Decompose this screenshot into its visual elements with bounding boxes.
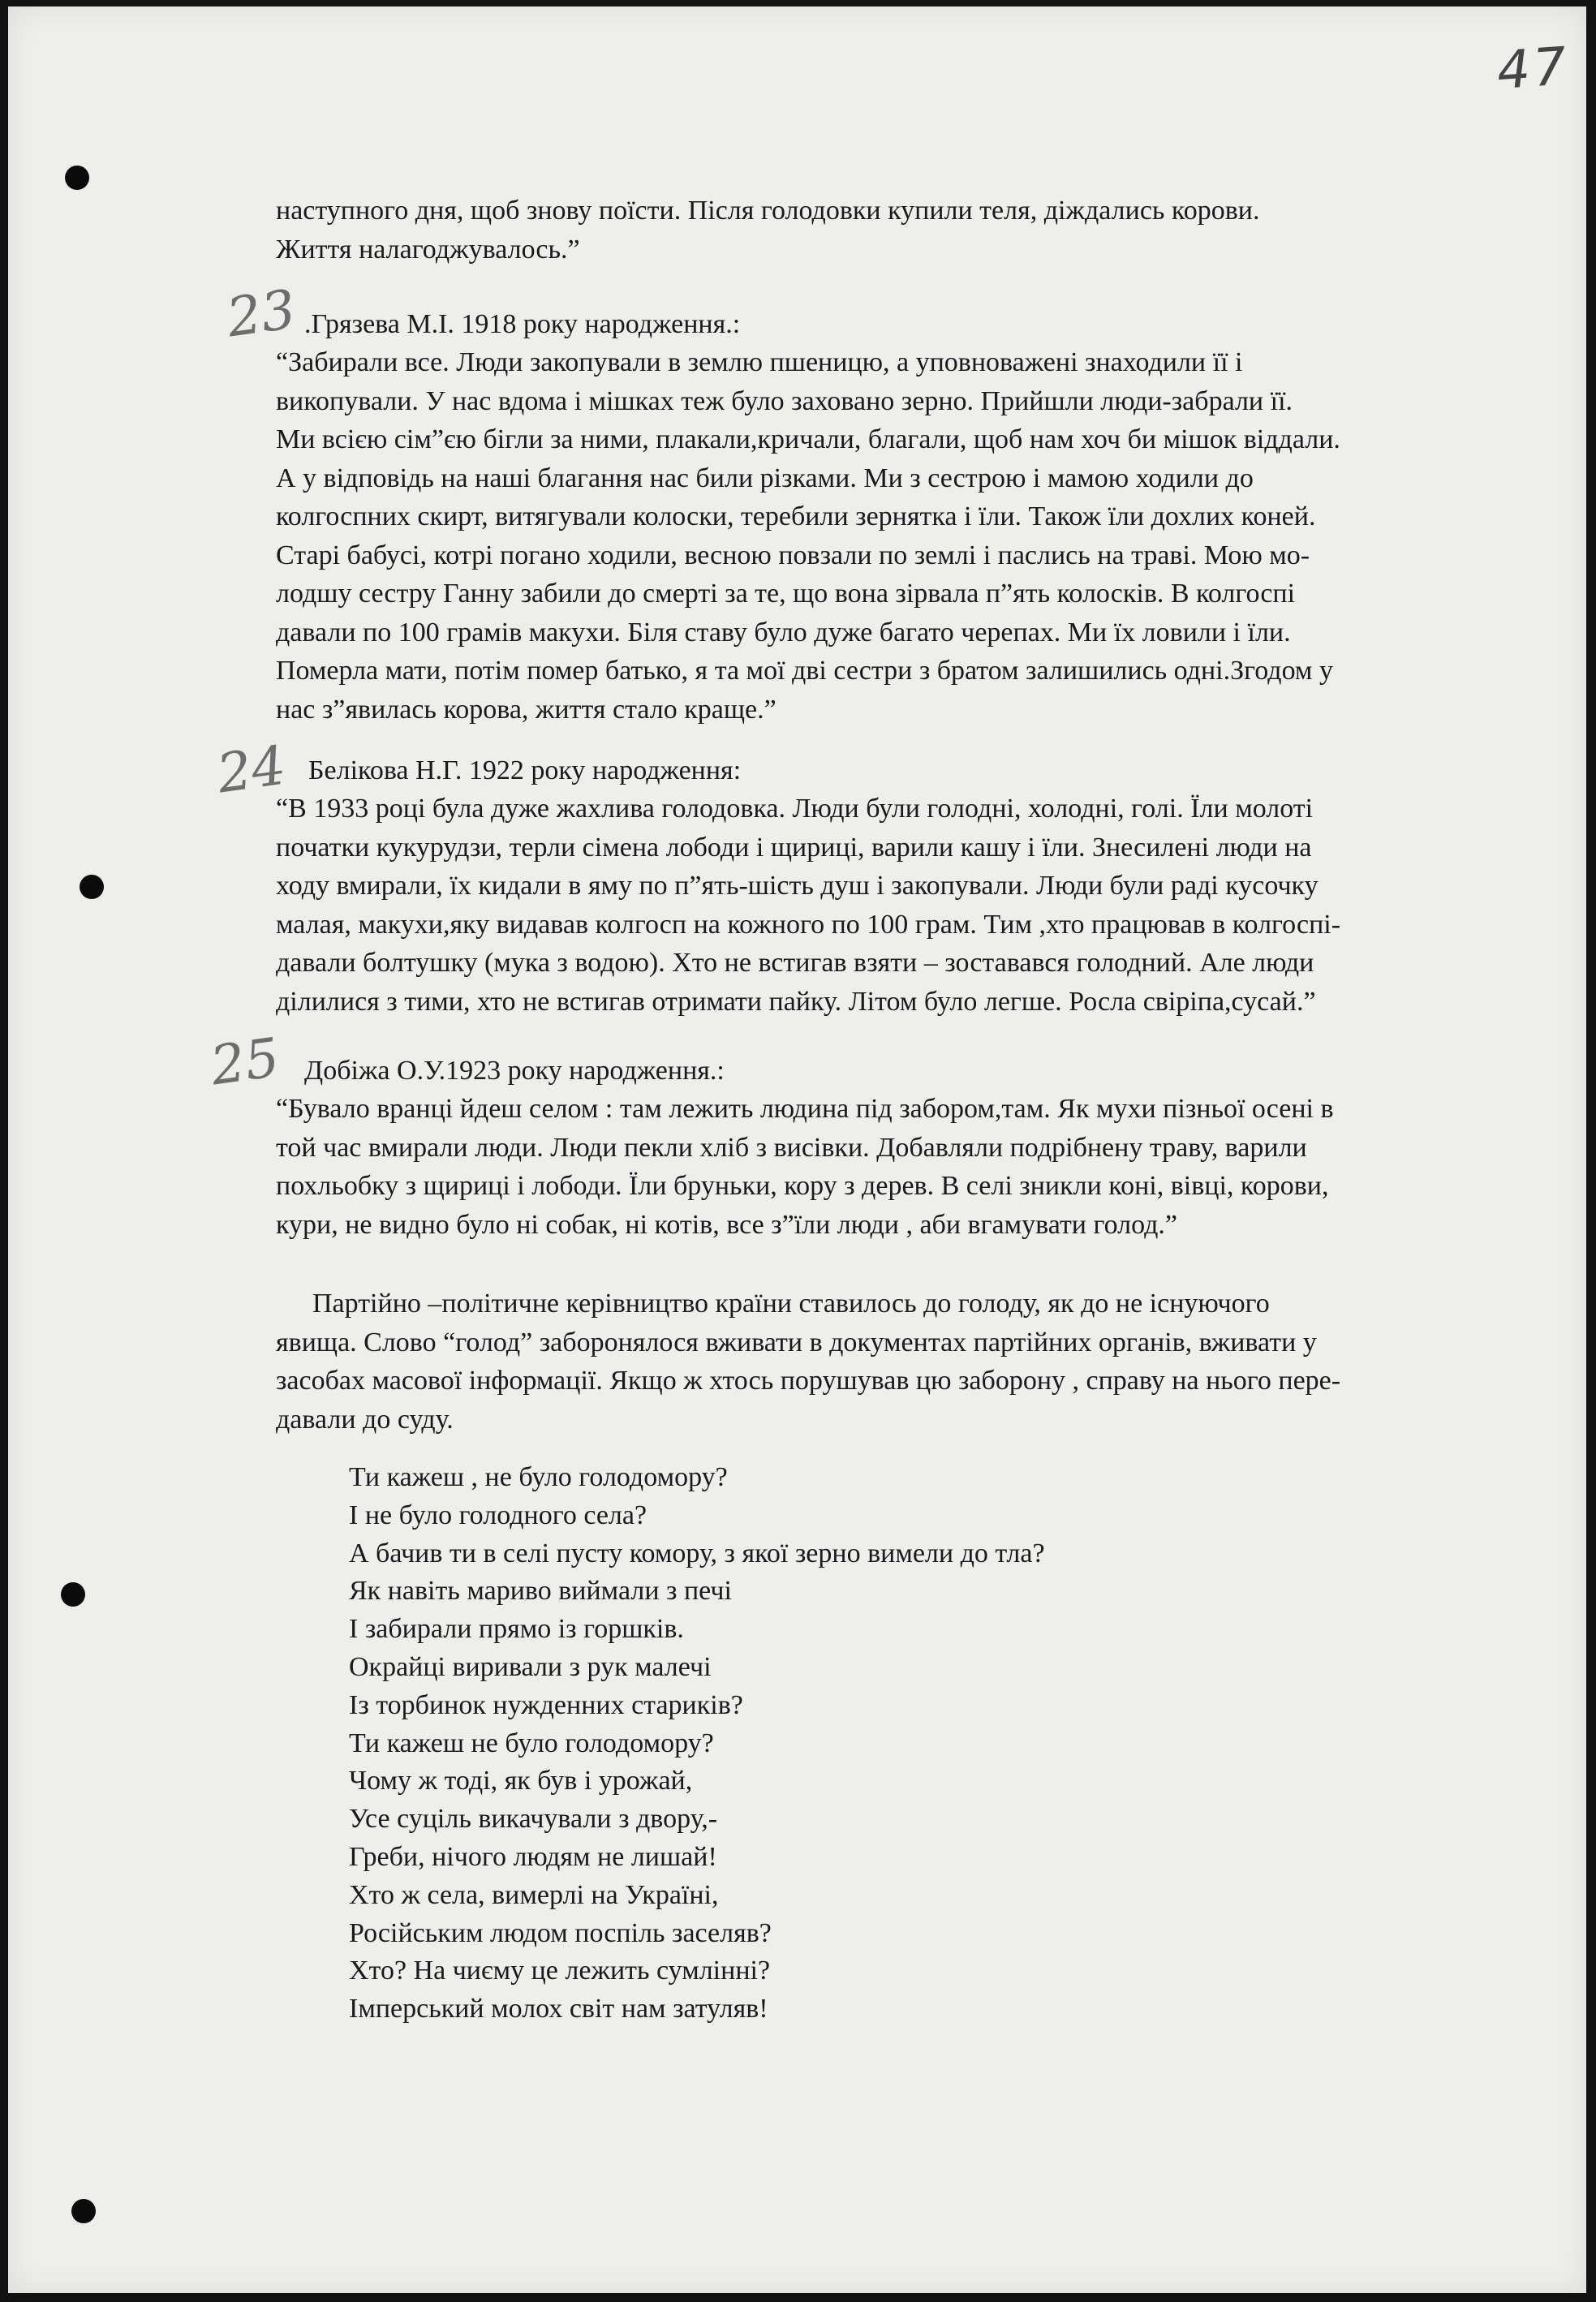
- poem: [349, 1459, 1045, 2029]
- poem-line: Як навіть мариво виймали з печі: [349, 1576, 732, 1607]
- handwritten-entry-number: 24: [213, 734, 290, 806]
- handwritten-entry-number: 23: [223, 278, 299, 350]
- punch-hole: [71, 2199, 96, 2223]
- poem-line: Усе суціль викачували з двору,-: [349, 1804, 718, 1835]
- punch-hole: [80, 875, 104, 899]
- poem-line: Хто ж села, вимерлі на Україні,: [349, 1879, 719, 1910]
- continuation-text: [276, 191, 1259, 269]
- entry-text: [276, 790, 1340, 1021]
- entry-heading: Белікова Н.Г. 1922 року народження:: [308, 755, 742, 785]
- poem-line: Хто? На чиєму це лежить сумлінні?: [349, 1956, 771, 1986]
- text-line: малая, макухи,яку видавав колгосп на кожного по 100 грам. Тим ,хто працював в колгоспі-: [276, 909, 1341, 940]
- poem-line: Ти кажеш не було голодомору?: [349, 1728, 714, 1758]
- poem-line: Греби, нічого людям не лишай!: [349, 1841, 717, 1872]
- text-line: наступного дня, щоб знову поїсти. Після голодовки купили теля, діждались корови.: [276, 196, 1260, 226]
- text-line: засобах масової інформації. Якщо ж хтось порушував цю заборону , справу на нього пере-: [276, 1366, 1341, 1396]
- text-line: “Бувало вранці йдеш селом : там лежить людина під забором,там. Як мухи пізньої осені в: [276, 1094, 1334, 1124]
- punch-hole: [61, 1582, 85, 1607]
- poem-line: Ти кажеш , не було голодомору?: [349, 1462, 728, 1492]
- text-line: ходу вмирали, їх кидали в яму по п”ять-шість душ і закопували. Люди були раді кусочку: [276, 871, 1319, 901]
- poem-line: І забирали прямо із горшків.: [349, 1614, 684, 1645]
- poem-line: І не було голодного села?: [349, 1500, 647, 1530]
- text-line: явища. Слово “голод” заборонялося вживати в документах партійних органів, вживати у: [276, 1327, 1317, 1358]
- text-line: Життя налагоджувалось.”: [276, 234, 580, 265]
- text-line: похльобку з щириці і лободи. Їли бруньки, кору з дерев. В селі зникли коні, вівці, корови,: [276, 1171, 1329, 1201]
- punch-hole: [65, 166, 89, 190]
- text-line: А у відповідь на наші благання нас били різками. Ми з сестрою і мамою ходили до: [276, 463, 1254, 493]
- text-line: давали до суду.: [276, 1404, 454, 1435]
- text-line: Старі бабусі, котрі погано ходили, весною повзали по землі і паслись на траві. Мою мо-: [276, 540, 1310, 570]
- text-line: лодшу сестру Ганну забили до смерті за те, що вона зірвала п”ять колосків. В колгоспі: [276, 579, 1296, 609]
- text-line: Партійно –політичне керівництво країни ставилось до голоду, як до не існуючого: [312, 1289, 1270, 1319]
- entry-text: [276, 343, 1340, 729]
- poem-line: А бачив ти в селі пусту комору, з якої зерно вимели до тла?: [349, 1538, 1045, 1568]
- text-line: ділилися з тими, хто не встигав отримати пайку. Літом було легше. Росла свіріпа,сусай.”: [276, 986, 1316, 1017]
- poem-line: Російським людом поспіль заселяв?: [349, 1917, 772, 1948]
- text-line: нас з”явилась корова, життя стало краще.”: [276, 694, 776, 725]
- text-line: той час вмирали люди. Люди пекли хліб з висівки. Добавляли подрібнену траву, варили: [276, 1132, 1307, 1163]
- poem-line: Із торбинок нужденних стариків?: [349, 1689, 743, 1720]
- handwritten-page-number: 47: [1495, 36, 1572, 102]
- text-line: кури, не видно було ні собак, ні котів, все з”їли люди , аби вгамувати голод.”: [276, 1209, 1178, 1240]
- text-line: “В 1933 році була дуже жахлива голодовка. Люди були голодні, холодні, голі. Їли молоті: [276, 794, 1314, 824]
- poem-line: Чому ж тоді, як був і урожай,: [349, 1766, 693, 1796]
- handwritten-entry-number: 25: [207, 1026, 283, 1098]
- entry-text: [276, 1090, 1334, 1244]
- text-line: Померла мати, потім помер батько, я та мої дві сестри з братом залишились одні.Згодом у: [276, 656, 1333, 686]
- text-line: початки кукурудзи, терли сімена лободи і щириці, варили кашу і їли. Знесилені люди на: [276, 832, 1312, 863]
- body-paragraph: [276, 1284, 1340, 1439]
- text-line: колгоспних скирт, витягували колоски, теребили зернятка і їли. Також їли дохлих коней.: [276, 501, 1316, 531]
- entry-heading: .Грязева М.І. 1918 року народження.:: [304, 309, 741, 339]
- text-line: викопували. У нас вдома і мішках теж було заховано зерно. Прийшли люди-забрали її.: [276, 385, 1293, 416]
- text-line: давали по 100 грамів макухи. Біля ставу було дуже багато черепах. Ми їх ловили і їли.: [276, 617, 1291, 648]
- document-page: [8, 6, 1586, 2293]
- text-line: “Забирали все. Люди закопували в землю пшеницю, а уповноважені знаходили її і: [276, 347, 1243, 377]
- entry-heading: Добіжа О.У.1923 року народження.:: [304, 1056, 725, 1086]
- text-line: Ми всією сім”єю бігли за ними, плакали,кричали, благали, щоб нам хоч би мішок віддали.: [276, 424, 1340, 454]
- text-line: давали болтушку (мука з водою). Хто не встигав взяти – зоставався голодний. Але люди: [276, 948, 1314, 978]
- poem-line: Імперський молох світ нам затуляв!: [349, 1994, 768, 2024]
- poem-line: Окрайці виривали з рук малечі: [349, 1651, 712, 1682]
